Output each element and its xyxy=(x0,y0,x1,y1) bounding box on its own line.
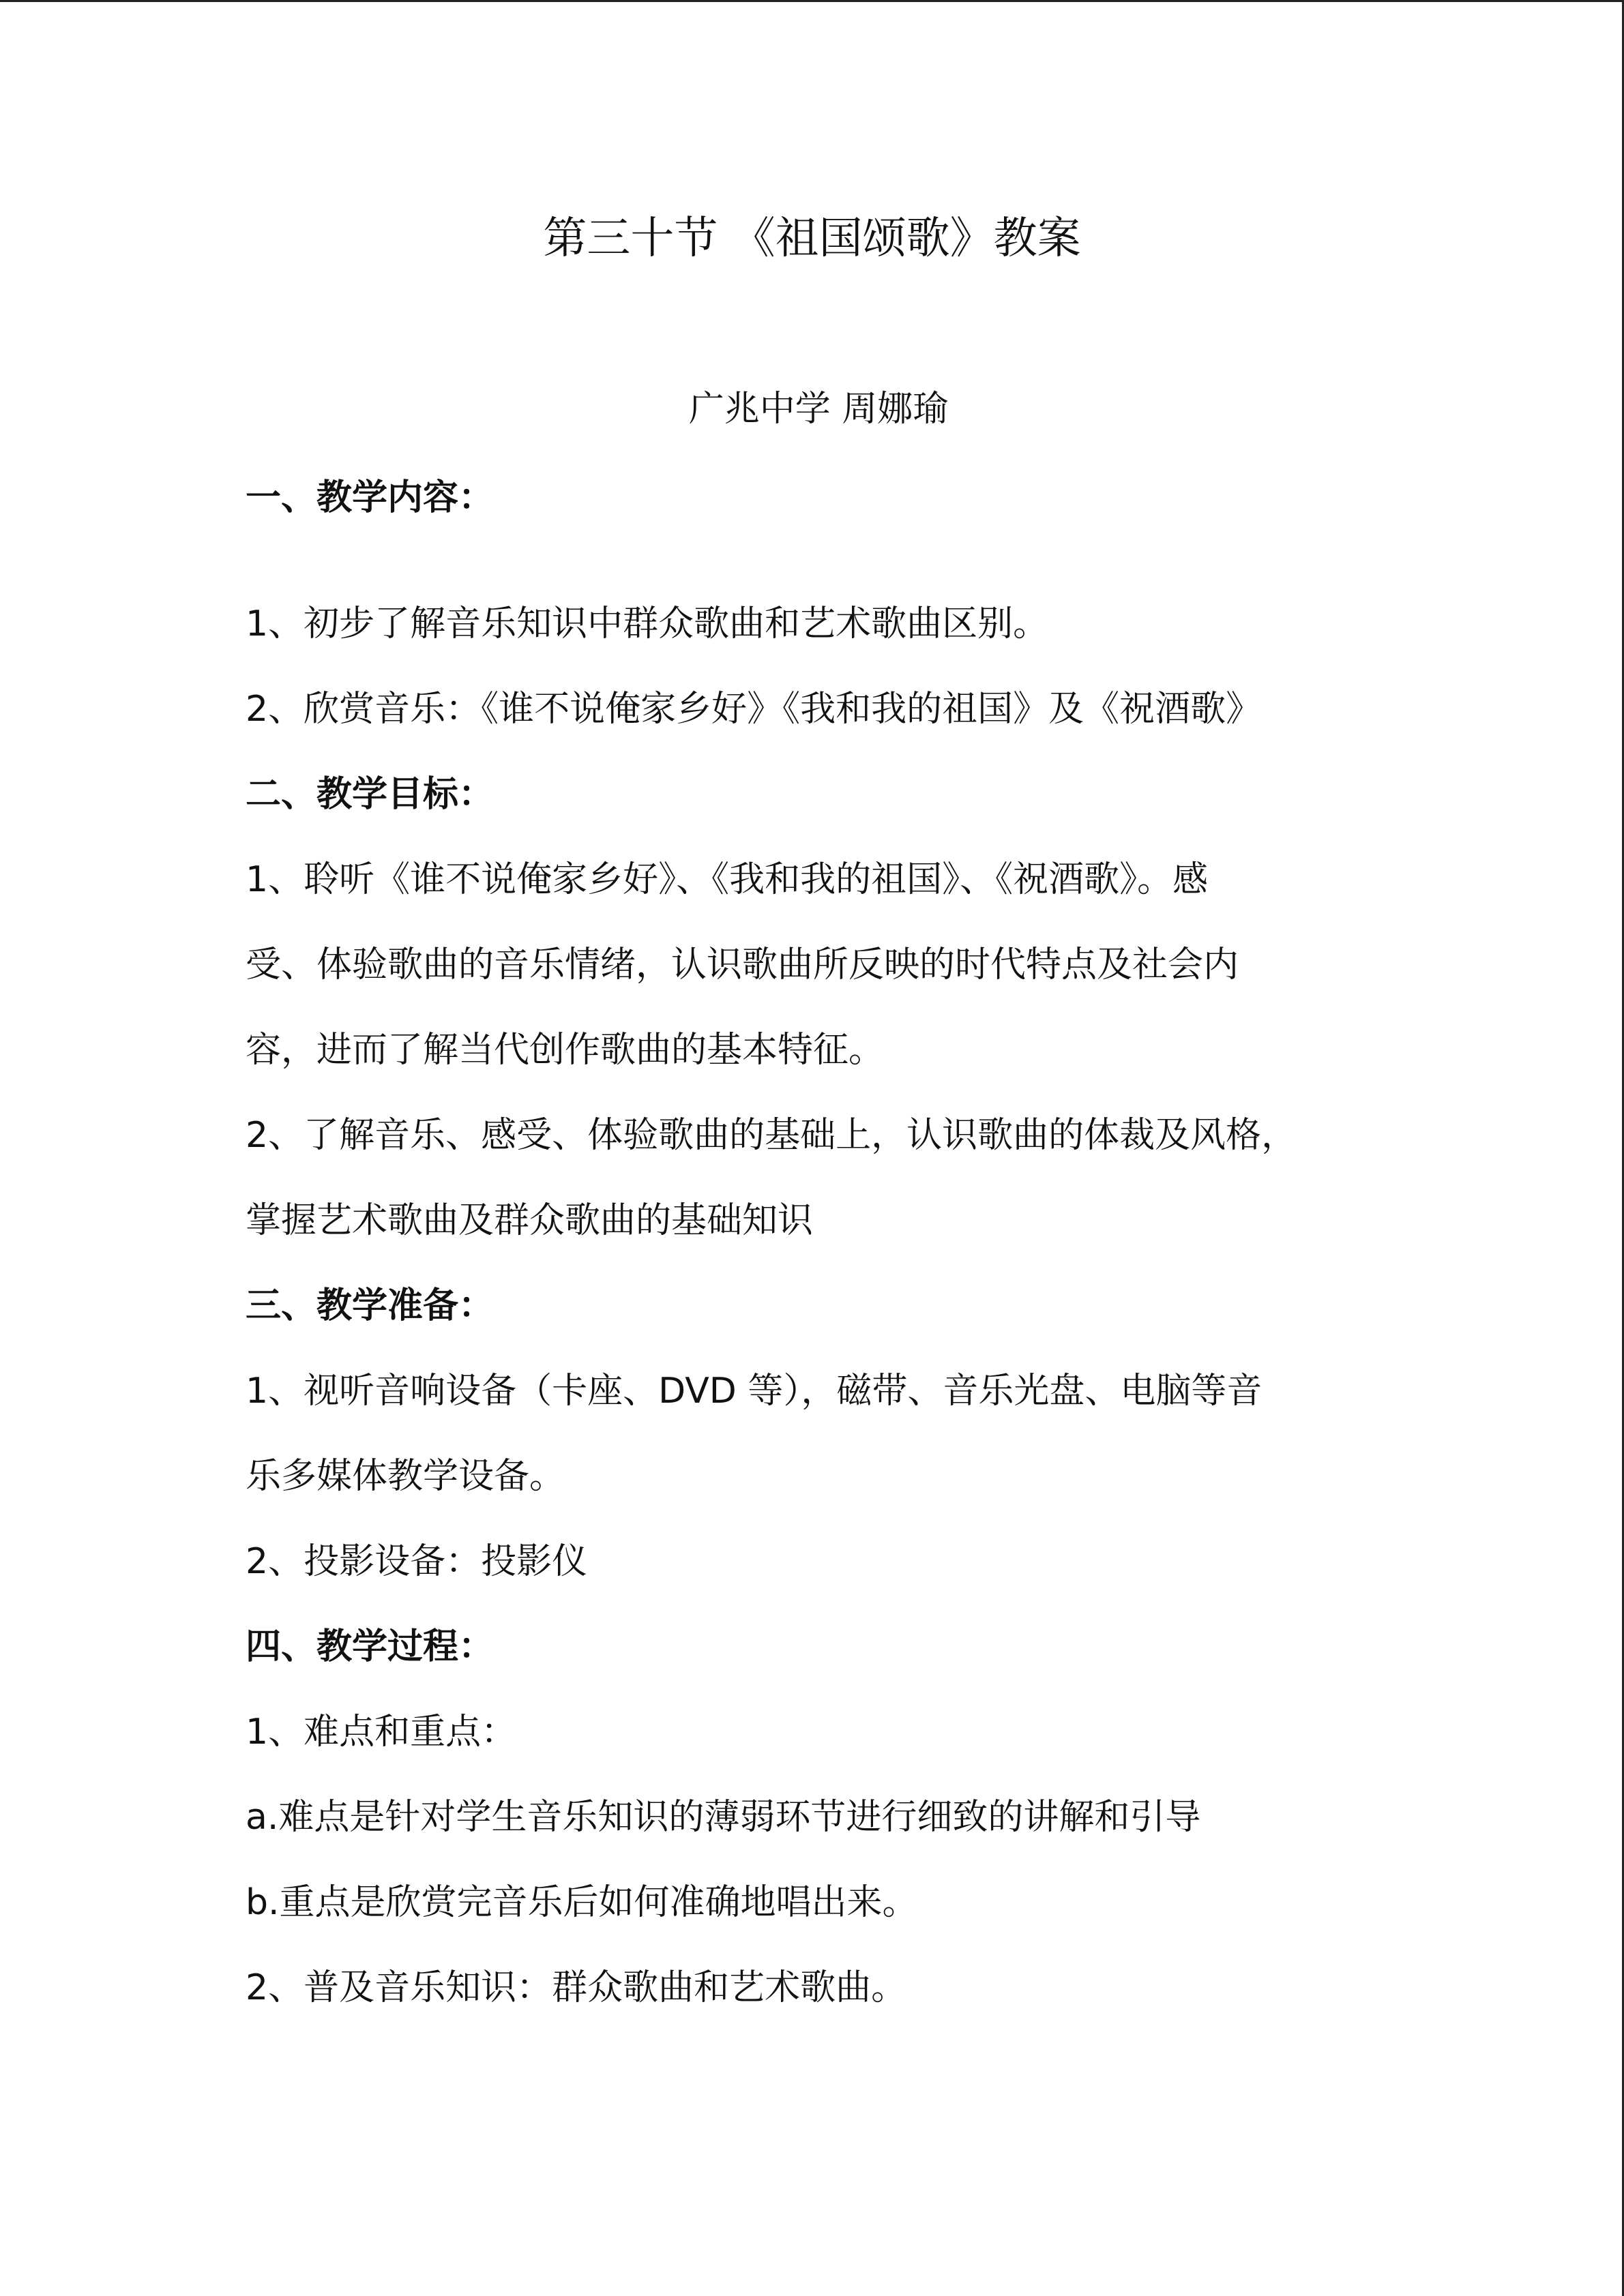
top-border-line xyxy=(0,0,1624,2)
body-line: 1、视听音响设备（卡座、DVD 等），磁带、音乐光盘、电脑等音 xyxy=(246,1371,1263,1412)
section-heading-teaching-goals: 二、教学目标： xyxy=(246,774,494,815)
body-line: 受、体验歌曲的音乐情绪，认识歌曲所反映的时代特点及社会内 xyxy=(246,944,1239,985)
body-line: 乐多媒体教学设备。 xyxy=(246,1456,565,1497)
body-line: 2、欣赏音乐：《谁不说俺家乡好》《我和我的祖国》及《祝酒歌》 xyxy=(246,689,1262,730)
section-heading-teaching-process: 四、教学过程： xyxy=(246,1626,494,1667)
body-line: 容，进而了解当代创作歌曲的基本特征。 xyxy=(246,1030,885,1071)
body-line: 1、聆听《谁不说俺家乡好》、《我和我的祖国》、《祝酒歌》。感 xyxy=(246,859,1209,900)
body-line: 掌握艺术歌曲及群众歌曲的基础知识 xyxy=(246,1200,814,1241)
body-line: 2、投影设备：投影仪 xyxy=(246,1541,588,1582)
body-line: 2、普及音乐知识：群众歌曲和艺术歌曲。 xyxy=(246,1967,907,2008)
body-line: 2、了解音乐、感受、体验歌曲的基础上，认识歌曲的体裁及风格， xyxy=(246,1115,1297,1156)
body-line: 1、初步了解音乐知识中群众歌曲和艺术歌曲区别。 xyxy=(246,603,1049,644)
section-heading-teaching-preparation: 三、教学准备： xyxy=(246,1285,494,1326)
document-author: 广兆中学 周娜瑜 xyxy=(688,389,949,430)
document-title: 第三十节 《祖国颂歌》教案 xyxy=(543,213,1081,264)
body-line: b.重点是欣赏完音乐后如何准确地唱出来。 xyxy=(246,1882,918,1923)
body-line: a.难点是针对学生音乐知识的薄弱环节进行细致的讲解和引导 xyxy=(246,1797,1201,1838)
section-heading-teaching-content: 一、教学内容： xyxy=(246,477,494,518)
body-line: 1、难点和重点： xyxy=(246,1712,517,1753)
